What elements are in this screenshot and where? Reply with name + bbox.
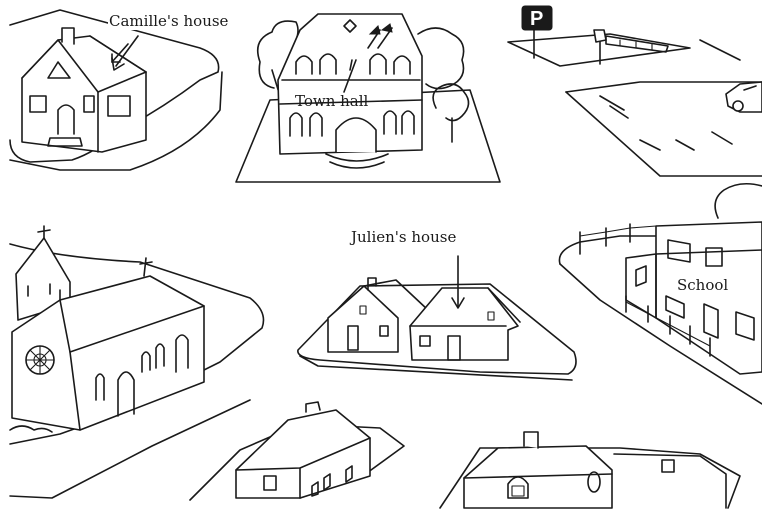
- bottom-right-house-block: [440, 432, 740, 508]
- parking-block: [508, 6, 762, 176]
- camille-house-label: Camille's house: [109, 12, 229, 30]
- school-label: School: [677, 276, 729, 294]
- bottom-left-house-block: [190, 402, 404, 500]
- parking-sign-letter: P: [530, 8, 544, 30]
- church-block: [10, 226, 264, 498]
- julien-house-block: [298, 256, 576, 380]
- julien-house-label: Julien's house: [351, 228, 457, 246]
- camille-house-block: [10, 10, 222, 170]
- town-hall-label: Town hall: [295, 92, 369, 110]
- school-block: [559, 184, 762, 404]
